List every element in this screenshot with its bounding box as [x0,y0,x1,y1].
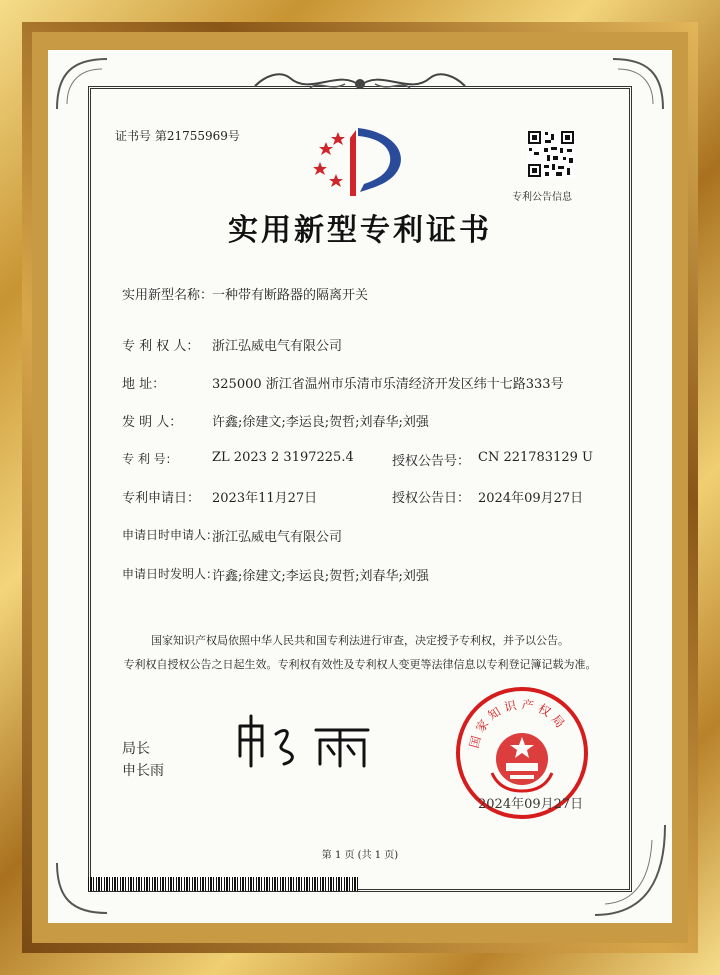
seal-text: 国家知识产权局 [466,697,570,750]
director-name: 申长雨 [122,763,164,779]
address-label: 地 址： [122,377,166,392]
applicant-at-filing: 浙江弘威电气有限公司 [212,530,343,545]
applicant-at-filing-label: 申请日时申请人： [122,528,219,542]
corner-ornament-icon [52,54,112,114]
inventor-at-filing-label: 申请日时发明人： [122,567,219,581]
inventor-label: 发 明 人： [122,415,183,430]
filing-date: 2023年11月27日 [212,491,318,506]
inventors: 许鑫;徐建文;李运良;贺哲;刘春华;刘强 [212,415,429,430]
grant-pub-no: CN 221783129 U [478,450,593,465]
signature-icon [232,712,382,768]
grant-statement-line-2: 专利权自授权公告之日起生效。专利权有效性及专利权人变更等法律信息以专利登记簿记载为准。 [123,658,597,671]
address: 325000 浙江省温州市乐清市乐清经济开发区纬十七路333号 [212,377,564,392]
certificate-title: 实用新型专利证书 [228,213,492,248]
corner-ornament-icon [608,54,668,114]
patentee: 浙江弘威电气有限公司 [212,339,343,354]
director-title: 局长 [122,741,150,757]
qr-code-icon [527,130,575,178]
cnipa-logo-icon [312,126,412,198]
patent-no: ZL 2023 2 3197225.4 [212,450,354,465]
page-number: 第 1 页 (共 1 页) [321,850,399,861]
filing-date-label: 专利申请日： [122,491,201,506]
inventor-at-filing: 许鑫;徐建文;李运良;贺哲;刘春华;刘强 [212,569,429,584]
patent-no-label: 专 利 号： [122,452,178,466]
grant-pub-date-label: 授权公告日： [392,491,471,506]
top-ornament-icon [250,66,470,98]
grant-statement-line-1: 国家知识产权局依照中华人民共和国专利法进行审查，决定授予专利权，并予以公告。 [151,634,569,647]
grant-pub-date: 2024年09月27日 [478,491,584,506]
corner-ornament-icon [590,820,670,920]
utility-model-name-label: 实用新型名称： [122,288,214,303]
certificate-number: 证书号 第21755969号 [115,129,240,143]
utility-model-name: 一种带有断路器的隔离开关 [212,288,369,303]
barcode-icon [88,877,358,891]
grant-pub-no-label: 授权公告号： [392,454,471,469]
qr-label: 专利公告信息 [512,192,572,203]
patentee-label: 专 利 权 人： [122,339,200,354]
seal-date: 2024年09月27日 [478,797,584,812]
